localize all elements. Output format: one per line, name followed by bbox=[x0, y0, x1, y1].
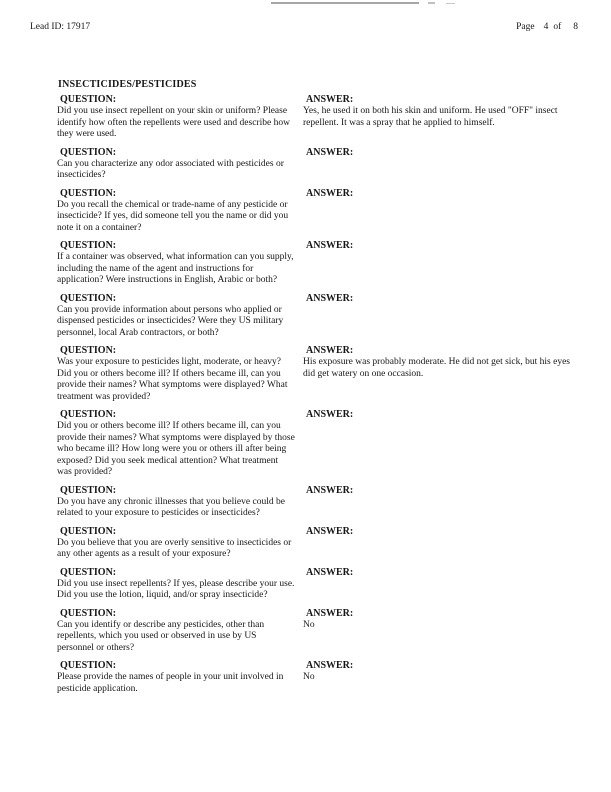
question-text: Can you characterize any odor associated with pesticides or insecticides? bbox=[57, 158, 284, 180]
question-column bbox=[57, 408, 303, 479]
answer-label: ANSWER: bbox=[306, 660, 354, 671]
qa-block bbox=[57, 484, 576, 520]
answer-column bbox=[303, 566, 576, 602]
question-text: Do you have any chronic illnesses that you believe could be related to your exposure to pesticides or insecticides? bbox=[57, 496, 285, 518]
answer-label: ANSWER: bbox=[306, 345, 354, 356]
question-label: QUESTION: bbox=[60, 240, 117, 251]
qa-block bbox=[57, 187, 576, 235]
question-text: Did you or others become ill? If others became ill, can you provide their names? What symptoms were displayed by those who became ill? How long were you or others ill after being exposed? Did you seek medical attention? What treatment was provided? bbox=[57, 421, 295, 477]
qa-block bbox=[57, 239, 576, 287]
document-content bbox=[57, 79, 576, 700]
answer-label: ANSWER: bbox=[306, 607, 354, 619]
answer-column bbox=[303, 187, 576, 235]
answer-column bbox=[303, 292, 576, 340]
question-column bbox=[57, 292, 303, 340]
question-text: Was your exposure to pesticides light, moderate, or heavy? Did you or others become ill? If others became ill, can you provide their names? What symptoms were displayed? What treatment was provided? bbox=[57, 357, 288, 402]
answer-column bbox=[303, 484, 576, 520]
answer-column bbox=[303, 408, 576, 479]
answer-column bbox=[303, 344, 576, 403]
page-total: 8 bbox=[573, 22, 578, 32]
question-label: QUESTION: bbox=[60, 525, 117, 537]
qa-block bbox=[57, 659, 576, 695]
answer-text: No bbox=[303, 672, 315, 682]
qa-block bbox=[57, 344, 576, 403]
question-text: Did you use insect repellents? If yes, please describe your use. Did you use the lotion, liquid, and/or spray insecticide? bbox=[57, 578, 295, 600]
scan-artifact-line bbox=[271, 2, 419, 4]
answer-column bbox=[303, 93, 576, 141]
question-label: QUESTION: bbox=[60, 660, 117, 671]
question-label: QUESTION: bbox=[60, 607, 117, 619]
qa-block bbox=[57, 525, 576, 561]
answer-label: ANSWER: bbox=[306, 187, 354, 199]
answer-label: ANSWER: bbox=[306, 94, 354, 105]
answer-label: ANSWER: bbox=[306, 484, 354, 496]
question-text: Do you recall the chemical or trade-name of any pesticide or insecticide? If yes, did someone tell you the name or did you note it on a container? bbox=[57, 199, 289, 233]
question-column bbox=[57, 344, 303, 403]
page-header bbox=[30, 22, 578, 32]
section-title: INSECTICIDES/PESTICIDES bbox=[58, 79, 197, 90]
page-of: of bbox=[553, 22, 562, 32]
question-column bbox=[57, 525, 303, 561]
qa-block bbox=[57, 408, 576, 479]
question-column bbox=[57, 607, 303, 655]
question-label: QUESTION: bbox=[60, 146, 117, 158]
question-text: If a container was observed, what information can you supply, including the name of the agent and instructions for application? Were instructions in English, Arabic or both? bbox=[57, 252, 294, 285]
question-column bbox=[57, 187, 303, 235]
question-label: QUESTION: bbox=[60, 187, 117, 199]
page-word: Page bbox=[516, 22, 535, 32]
answer-text: No bbox=[303, 619, 315, 630]
question-column bbox=[57, 484, 303, 520]
answer-label: ANSWER: bbox=[306, 292, 354, 304]
question-text: Can you provide information about persons who applied or dispensed pesticides or insecticides? Were they US military personnel, local Arab contractors, or both? bbox=[57, 304, 284, 338]
scan-artifact-dot bbox=[446, 3, 455, 4]
page-current: 4 bbox=[543, 22, 549, 32]
question-label: QUESTION: bbox=[60, 409, 117, 420]
question-label: QUESTION: bbox=[60, 345, 117, 356]
page-number bbox=[516, 22, 578, 32]
question-column bbox=[57, 659, 303, 695]
qa-block bbox=[57, 607, 576, 655]
question-text: Did you use insect repellent on your skin or uniform? Please identify how often the repellents were used and describe how they were used. bbox=[57, 106, 290, 139]
question-label: QUESTION: bbox=[60, 292, 117, 304]
question-text: Can you identify or describe any pesticides, other than repellents, which you used or observed in use by US personnel or others? bbox=[57, 619, 265, 653]
question-column bbox=[57, 239, 303, 287]
scan-artifact-dot bbox=[428, 2, 435, 4]
lead-id: Lead ID: 17917 bbox=[30, 22, 91, 32]
question-column bbox=[57, 93, 303, 141]
question-text: Please provide the names of people in your unit involved in pesticide application. bbox=[57, 672, 284, 694]
answer-label: ANSWER: bbox=[306, 525, 354, 537]
question-text: Do you believe that you are overly sensitive to insecticides or any other agents as a result of your exposure? bbox=[57, 537, 292, 559]
qa-block bbox=[57, 292, 576, 340]
question-label: QUESTION: bbox=[60, 566, 117, 578]
answer-label: ANSWER: bbox=[306, 146, 354, 158]
answer-text: Yes, he used it on both his skin and uniform. He used "OFF" insect repellent. It was a spray that he applied to himself. bbox=[303, 106, 558, 128]
question-column bbox=[57, 146, 303, 182]
answer-column bbox=[303, 659, 576, 695]
answer-label: ANSWER: bbox=[306, 240, 354, 251]
qa-block bbox=[57, 146, 576, 182]
qa-block bbox=[57, 566, 576, 602]
answer-column bbox=[303, 607, 576, 655]
question-label: QUESTION: bbox=[60, 94, 117, 105]
answer-text: His exposure was probably moderate. He did not get sick, but his eyes did get watery on one occasion. bbox=[303, 357, 570, 379]
answer-label: ANSWER: bbox=[306, 566, 354, 578]
answer-column bbox=[303, 525, 576, 561]
qa-block bbox=[57, 93, 576, 141]
question-label: QUESTION: bbox=[60, 484, 117, 496]
answer-column bbox=[303, 239, 576, 287]
question-column bbox=[57, 566, 303, 602]
answer-column bbox=[303, 146, 576, 182]
answer-label: ANSWER: bbox=[306, 409, 354, 420]
